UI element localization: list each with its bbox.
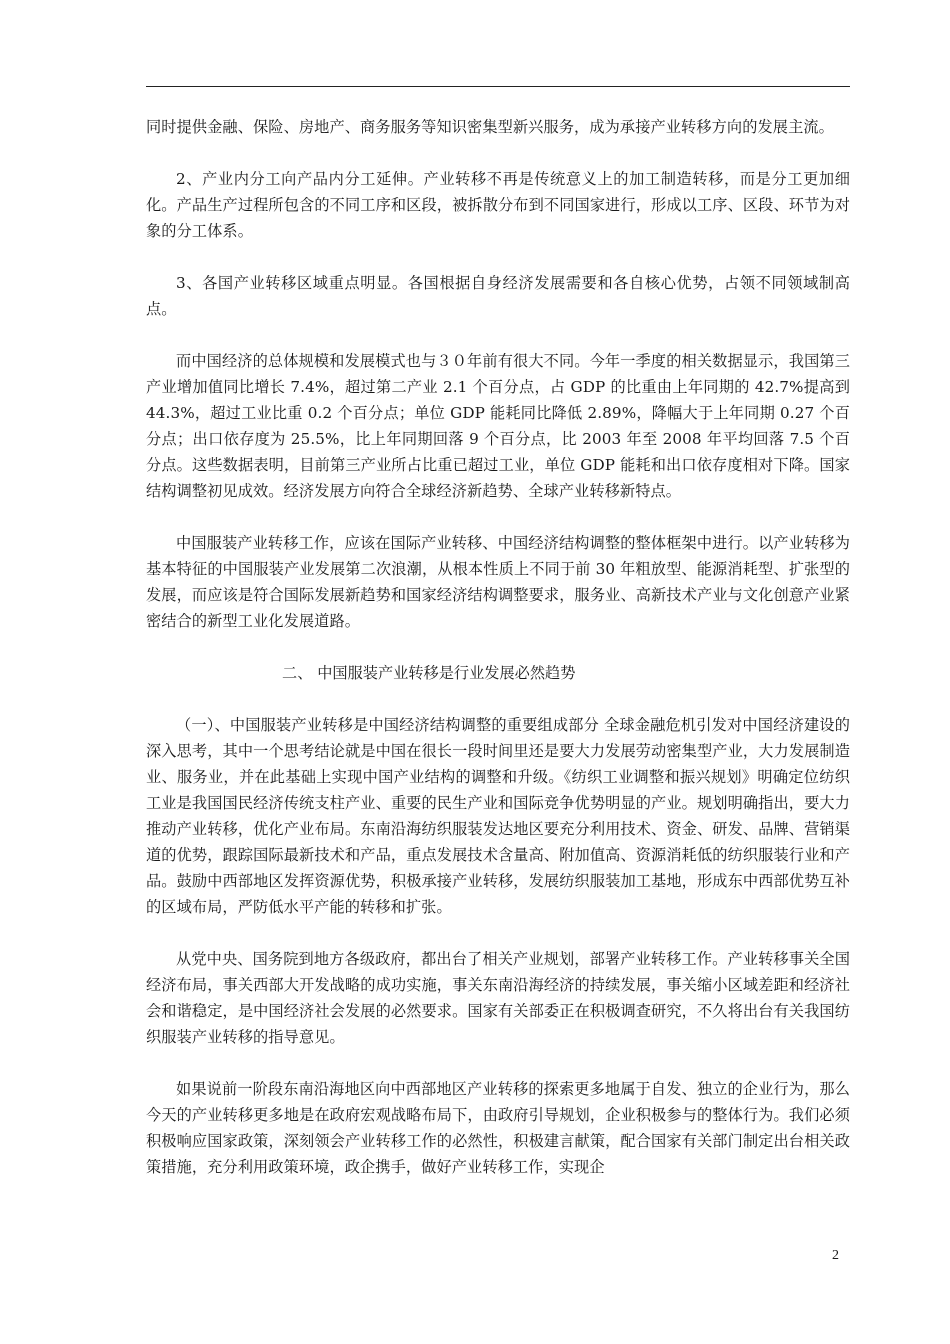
page-number: 2 [832, 1248, 839, 1263]
paragraph-point-2: 2、产业内分工向产品内分工延伸。产业转移不再是传统意义上的加工制造转移，而是分工更加细化。产品生产过程所包含的不同工序和区段，被拆散分布到不同国家进行，形成以工序、区段、环节为对象的分工体系。 [146, 170, 850, 240]
paragraph-government-policy: 从党中央、国务院到地方各级政府，都出台了相关产业规划，部署产业转移工作。产业转移事关全国经济布局，事关西部大开发战略的成功实施，事关东南沿海经济的持续发展，事关缩小区域差距和经济社会和谐稳定，是中国经济社会发展的必然要求。国家有关部委正在积极调查研究，不久将出台有关我国纺织服装产业转移的指导意见。 [146, 950, 850, 1046]
paragraph-enterprise-behavior: 如果说前一阶段东南沿海地区向中西部地区产业转移的探索更多地属于自发、独立的企业行为，那么今天的产业转移更多地是在政府宏观战略布局下，由政府引导规划，企业积极参与的整体行为。我们必须积极响应国家政策，深刻领会产业转移工作的必然性，积极建言献策，配合国家有关部门制定出台相关政策措施，充分利用政策环境，政企携手，做好产业转移工作，实现企 [146, 1080, 850, 1176]
paragraph-point-3: 3、各国产业转移区域重点明显。各国根据自身经济发展需要和各自核心优势，占领不同领域制高点。 [146, 274, 850, 318]
paragraph-continuation: 同时提供金融、保险、房地产、商务服务等知识密集型新兴服务，成为承接产业转移方向的发展主流。 [146, 118, 834, 136]
document-body [146, 114, 850, 1180]
paragraph-apparel-transfer: 中国服装产业转移工作，应该在国际产业转移、中国经济结构调整的整体框架中进行。以产业转移为基本特征的中国服装产业发展第二次浪潮，从根本性质上不同于前 30 年粗放型、能源消耗型、扩张型的发展，而应该是符合国际发展新趋势和国家经济结构调整要求，服务业、高新技术产业与文化创意产业紧密结合的新型工业化发展道路。 [146, 534, 850, 630]
section-heading: 二、 中国服装产业转移是行业发展必然趋势 [282, 664, 576, 682]
header-rule [146, 86, 850, 87]
paragraph-subsection-1: （一）、中国服装产业转移是中国经济结构调整的重要组成部分 全球金融危机引发对中国经济建设的深入思考，其中一个思考结论就是中国在很长一段时间里还是要大力发展劳动密集型产业，大力发展制造业、服务业，并在此基础上实现中国产业结构的调整和升级。《纺织工业调整和振兴规划》明确定位纺织工业是我国国民经济传统支柱产业、重要的民生产业和国际竞争优势明显的产业。规划明确指出，要大力推动产业转移，优化产业布局。东南沿海纺织服装发达地区要充分利用技术、资金、研发、品牌、营销渠道的优势，跟踪国际最新技术和产品，重点发展技术含量高、附加值高、资源消耗低的纺织服装行业和产品。鼓励中西部地区发挥资源优势，积极承接产业转移，发展纺织服装加工基地，形成东中西部优势互补的区域布局，严防低水平产能的转移和扩张。 [146, 716, 850, 916]
paragraph-china-economy: 而中国经济的总体规模和发展模式也与３０年前有很大不同。今年一季度的相关数据显示，我国第三产业增加值同比增长 7.4%，超过第二产业 2.1 个百分点，占 GDP 的比重由上年同期的 42.7%提高到 44.3%，超过工业比重 0.2 个百分点；单位 GDP 能耗同比降低 2.89%，降幅大于上年同期 0.27 个百分点；出口依存度为 25.5%，比上年同期回落 9 个百分点，比 2003 年至 2008 年平均回落 7.5 个百分点。这些数据表明，目前第三产业所占比重已超过工业，单位 GDP 能耗和出口依存度相对下降。国家结构调整初见成效。经济发展方向符合全球经济新趋势、全球产业转移新特点。 [146, 352, 850, 500]
